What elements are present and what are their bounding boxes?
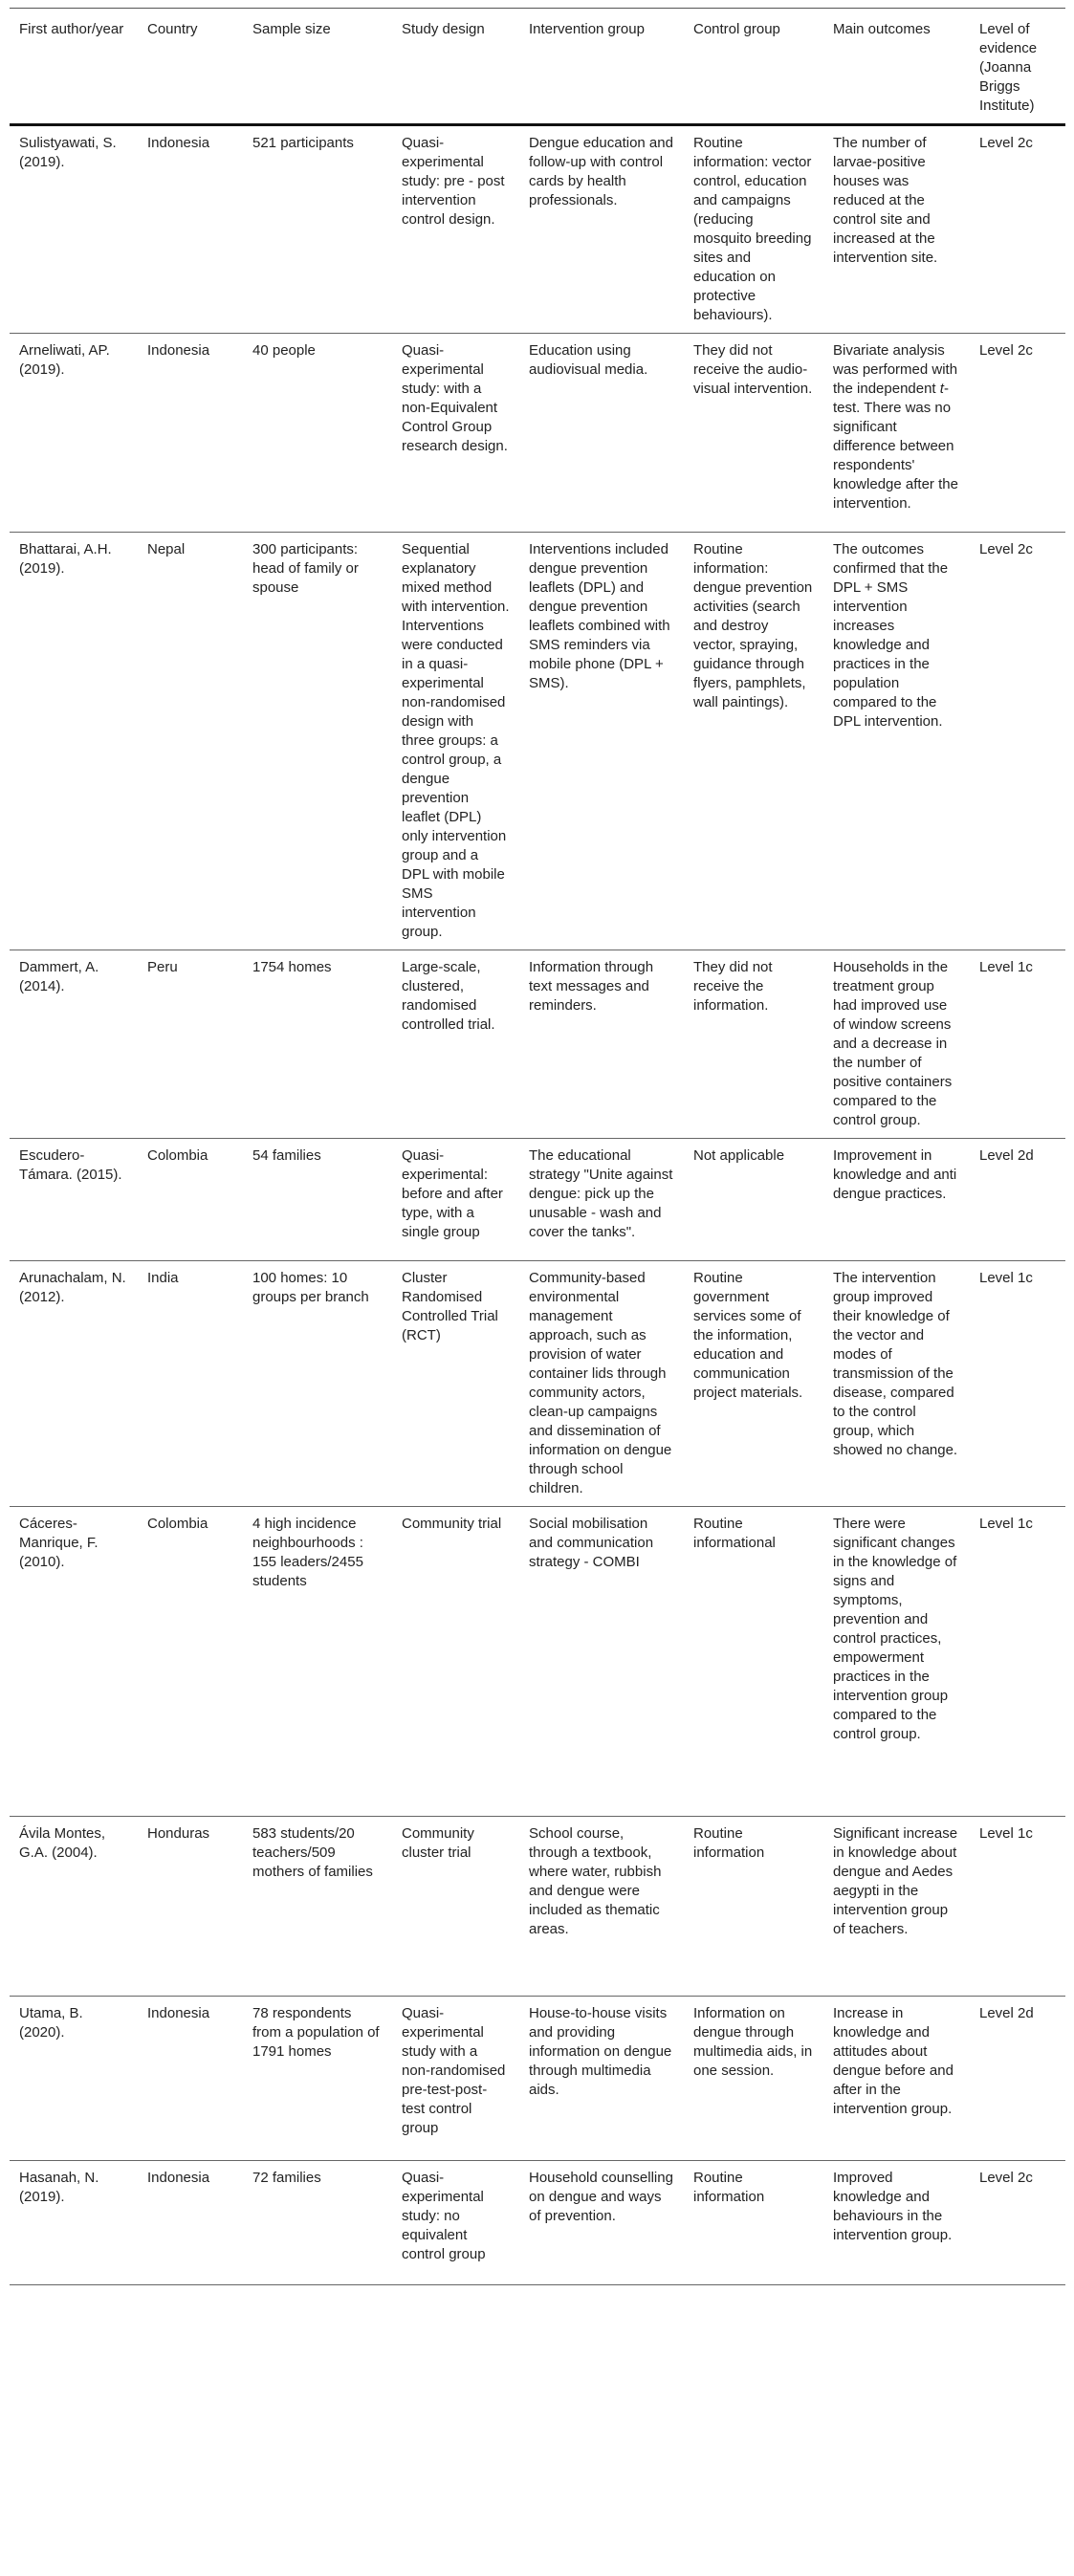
table-row	[10, 533, 1065, 950]
cell-author: Escudero-Támara. (2015).	[10, 1139, 138, 1261]
cell-outcomes: The number of larvae-positive houses was reduced at the control site and increased at the intervention site.	[823, 125, 970, 334]
cell-sample-size: 40 people	[243, 334, 392, 533]
table-row	[10, 1817, 1065, 1997]
cell-study-design: Cluster Randomised Controlled Trial (RCT)	[392, 1261, 519, 1507]
cell-study-design: Quasi-experimental study with a non-randomised pre-test-post-test control group	[392, 1997, 519, 2161]
cell-control: Routine information: vector control, education and campaigns (reducing mosquito breeding sites and education on protective behaviours).	[684, 125, 823, 334]
outcomes-text-post: -test. There was no significant difference between respondents' knowledge after the intervention.	[833, 381, 958, 512]
cell-control: Routine information	[684, 2161, 823, 2285]
cell-control: They did not receive the information.	[684, 950, 823, 1139]
cell-sample-size: 1754 homes	[243, 950, 392, 1139]
table-row	[10, 2161, 1065, 2285]
cell-country: Colombia	[138, 1139, 243, 1261]
cell-intervention: Social mobilisation and communication strategy - COMBI	[519, 1507, 684, 1817]
cell-control: Routine information: dengue prevention activities (search and destroy vector, spraying, guidance through flyers, pamphlets, wall paintings).	[684, 533, 823, 950]
cell-level: Level 1c	[970, 950, 1065, 1139]
cell-outcomes: There were significant changes in the knowledge of signs and symptoms, prevention and control practices, empowerment practices in the intervention group compared to the control group.	[823, 1507, 970, 1817]
cell-study-design: Quasi-experimental study: with a non-Equivalent Control Group research design.	[392, 334, 519, 533]
cell-author: Dammert, A. (2014).	[10, 950, 138, 1139]
cell-intervention: School course, through a textbook, where water, rubbish and dengue were included as thematic areas.	[519, 1817, 684, 1997]
header-country: Country	[138, 9, 243, 125]
cell-level: Level 2c	[970, 533, 1065, 950]
header-author: First author/year	[10, 9, 138, 125]
table-row	[10, 125, 1065, 334]
cell-author: Arneliwati, AP. (2019).	[10, 334, 138, 533]
cell-level: Level 2d	[970, 1139, 1065, 1261]
cell-sample-size: 72 families	[243, 2161, 392, 2285]
cell-level: Level 2c	[970, 125, 1065, 334]
cell-country: Colombia	[138, 1507, 243, 1817]
outcomes-text-pre: Bivariate analysis was performed with the independent	[833, 342, 958, 397]
cell-intervention: Interventions included dengue prevention leaflets (DPL) and dengue prevention leaflets combined with SMS reminders via mobile phone (DPL + SMS).	[519, 533, 684, 950]
studies-table	[10, 8, 1065, 2285]
table-row	[10, 950, 1065, 1139]
cell-control: They did not receive the audio-visual intervention.	[684, 334, 823, 533]
cell-intervention: Community-based environmental management approach, such as provision of water container lids through community actors, clean-up campaigns and dissemination of information on dengue through school children.	[519, 1261, 684, 1507]
outcomes-text-italic: t	[939, 381, 944, 397]
table-row	[10, 1997, 1065, 2161]
table-row	[10, 1507, 1065, 1817]
header-level-of-evidence: Level of evidence (Joanna Briggs Institute)	[970, 9, 1065, 125]
cell-sample-size: 100 homes: 10 groups per branch	[243, 1261, 392, 1507]
cell-author: Utama, B. (2020).	[10, 1997, 138, 2161]
studies-table-container	[10, 8, 1065, 2285]
cell-outcomes	[823, 334, 970, 533]
cell-outcomes: Increase in knowledge and attitudes about dengue before and after in the intervention group.	[823, 1997, 970, 2161]
table-row	[10, 1261, 1065, 1507]
cell-country: Nepal	[138, 533, 243, 950]
cell-level: Level 1c	[970, 1507, 1065, 1817]
cell-country: Indonesia	[138, 2161, 243, 2285]
cell-study-design: Sequential explanatory mixed method with intervention. Interventions were conducted in a quasi-experimental non-randomised design with three groups: a control group, a dengue prevention leaflet (DPL) only intervention group and a DPL with mobile SMS intervention group.	[392, 533, 519, 950]
cell-level: Level 2c	[970, 334, 1065, 533]
cell-outcomes: The intervention group improved their knowledge of the vector and modes of transmission of the disease, compared to the control group, which showed no change.	[823, 1261, 970, 1507]
header-study-design: Study design	[392, 9, 519, 125]
cell-sample-size: 54 families	[243, 1139, 392, 1261]
cell-author: Bhattarai, A.H. (2019).	[10, 533, 138, 950]
cell-outcomes: Significant increase in knowledge about dengue and Aedes aegypti in the intervention group of teachers.	[823, 1817, 970, 1997]
cell-intervention: Household counselling on dengue and ways of prevention.	[519, 2161, 684, 2285]
cell-study-design: Quasi-experimental study: pre - post intervention control design.	[392, 125, 519, 334]
table-row	[10, 334, 1065, 533]
cell-level: Level 1c	[970, 1817, 1065, 1997]
header-intervention-group: Intervention group	[519, 9, 684, 125]
cell-study-design: Community cluster trial	[392, 1817, 519, 1997]
cell-outcomes: Improved knowledge and behaviours in the intervention group.	[823, 2161, 970, 2285]
header-sample-size: Sample size	[243, 9, 392, 125]
cell-country: Indonesia	[138, 125, 243, 334]
cell-intervention: Dengue education and follow-up with control cards by health professionals.	[519, 125, 684, 334]
cell-outcomes: Improvement in knowledge and anti dengue practices.	[823, 1139, 970, 1261]
cell-level: Level 2c	[970, 2161, 1065, 2285]
cell-country: Indonesia	[138, 1997, 243, 2161]
header-control-group: Control group	[684, 9, 823, 125]
cell-sample-size: 521 participants	[243, 125, 392, 334]
cell-author: Cáceres-Manrique, F. (2010).	[10, 1507, 138, 1817]
cell-study-design: Large-scale, clustered, randomised controlled trial.	[392, 950, 519, 1139]
cell-country: Peru	[138, 950, 243, 1139]
cell-outcomes: Households in the treatment group had improved use of window screens and a decrease in the number of positive containers compared to the control group.	[823, 950, 970, 1139]
cell-intervention: Information through text messages and reminders.	[519, 950, 684, 1139]
cell-control: Information on dengue through multimedia aids, in one session.	[684, 1997, 823, 2161]
cell-author: Arunachalam, N. (2012).	[10, 1261, 138, 1507]
cell-sample-size: 300 participants: head of family or spouse	[243, 533, 392, 950]
table-header-row	[10, 9, 1065, 125]
cell-intervention: Education using audiovisual media.	[519, 334, 684, 533]
cell-study-design: Quasi-experimental: before and after type, with a single group	[392, 1139, 519, 1261]
cell-control: Routine information	[684, 1817, 823, 1997]
cell-sample-size: 4 high incidence neighbourhoods : 155 leaders/2455 students	[243, 1507, 392, 1817]
cell-study-design: Community trial	[392, 1507, 519, 1817]
cell-country: India	[138, 1261, 243, 1507]
cell-level: Level 2d	[970, 1997, 1065, 2161]
header-main-outcomes: Main outcomes	[823, 9, 970, 125]
cell-author: Sulistyawati, S. (2019).	[10, 125, 138, 334]
cell-author: Hasanah, N. (2019).	[10, 2161, 138, 2285]
cell-intervention: The educational strategy "Unite against dengue: pick up the unusable - wash and cover the tanks".	[519, 1139, 684, 1261]
table-row	[10, 1139, 1065, 1261]
cell-country: Indonesia	[138, 334, 243, 533]
cell-outcomes: The outcomes confirmed that the DPL + SMS intervention increases knowledge and practices in the population compared to the DPL intervention.	[823, 533, 970, 950]
cell-country: Honduras	[138, 1817, 243, 1997]
cell-control: Routine informational	[684, 1507, 823, 1817]
cell-author: Ávila Montes, G.A. (2004).	[10, 1817, 138, 1997]
cell-study-design: Quasi-experimental study: no equivalent control group	[392, 2161, 519, 2285]
cell-level: Level 1c	[970, 1261, 1065, 1507]
cell-intervention: House-to-house visits and providing information on dengue through multimedia aids.	[519, 1997, 684, 2161]
cell-control: Routine government services some of the information, education and communication project materials.	[684, 1261, 823, 1507]
cell-sample-size: 78 respondents from a population of 1791 homes	[243, 1997, 392, 2161]
cell-control: Not applicable	[684, 1139, 823, 1261]
cell-sample-size: 583 students/20 teachers/509 mothers of families	[243, 1817, 392, 1997]
